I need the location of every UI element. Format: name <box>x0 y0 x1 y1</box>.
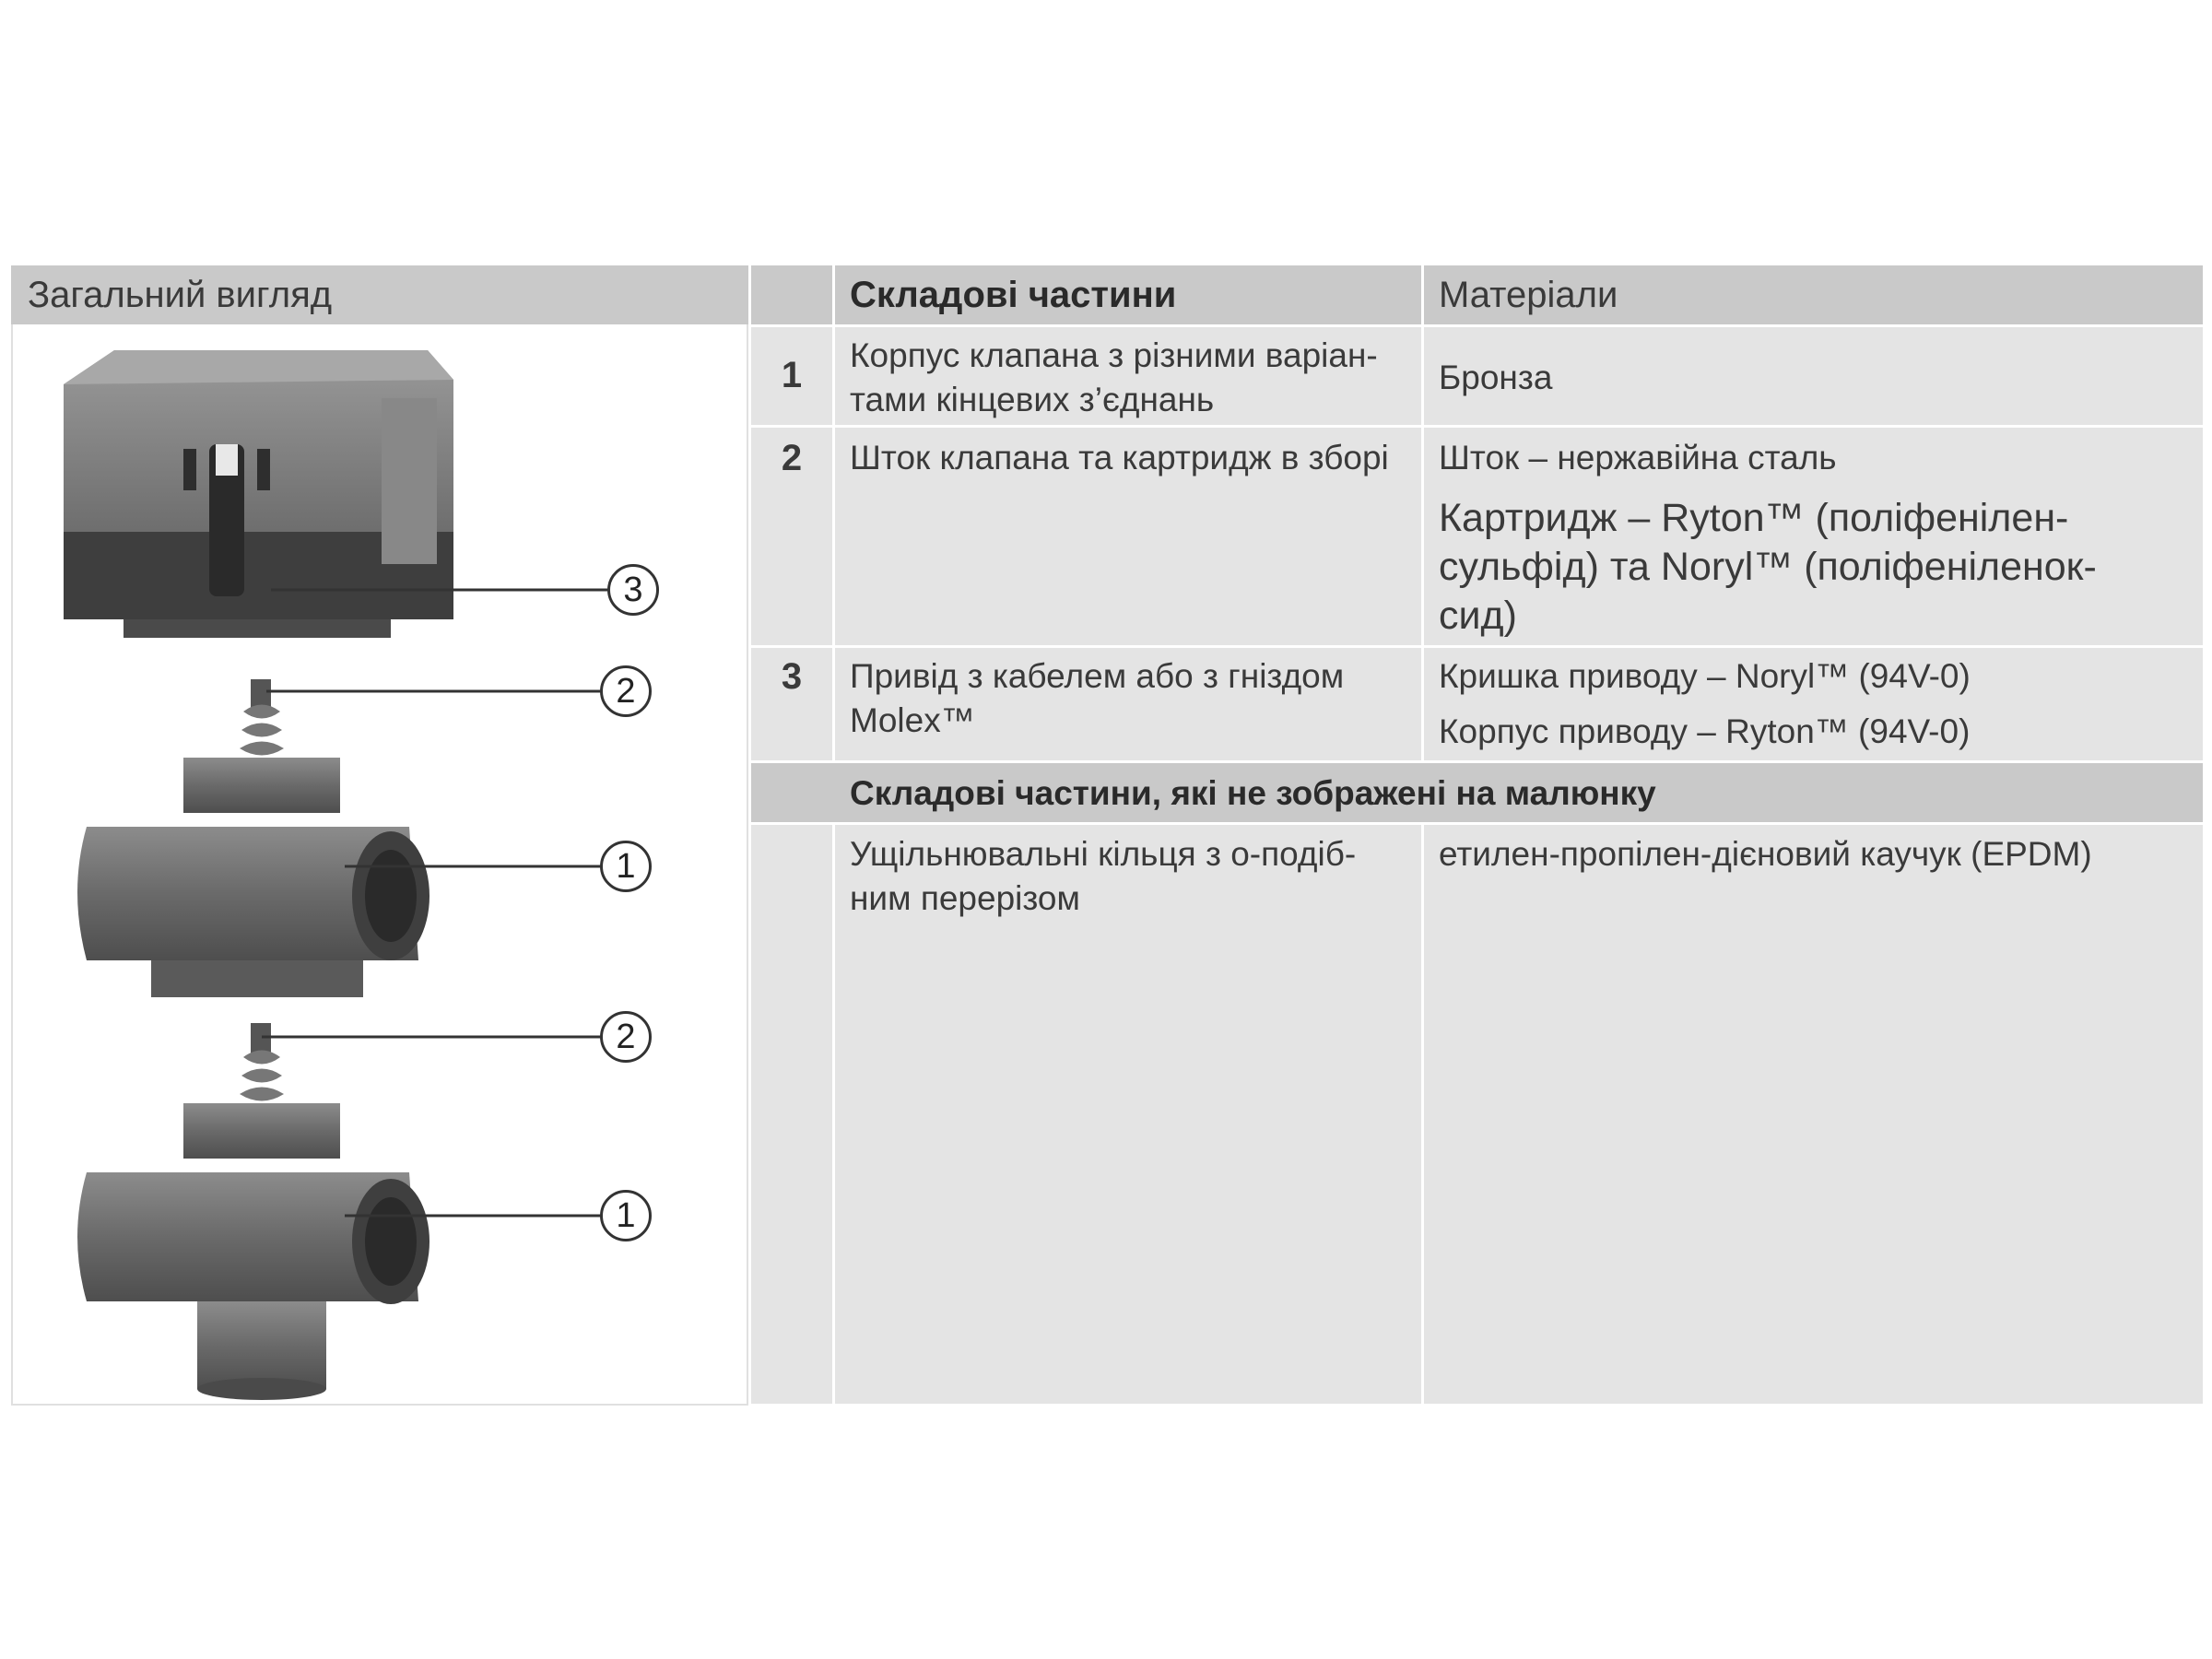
material-text: сид) <box>1439 594 1517 638</box>
part-text: Корпус клапана з різними варіан- <box>850 336 1378 374</box>
part-text: ним перерізом <box>850 879 1080 917</box>
part-text: тами кінцевих з’єднань <box>850 381 1215 418</box>
header-materials: Матеріали <box>1439 275 1618 315</box>
part-text: Шток клапана та картридж в зборі <box>850 439 1389 477</box>
two-way-valve-image <box>77 679 429 997</box>
part-text: Molex™ <box>850 701 975 739</box>
left-title: Загальний вигляд <box>28 275 333 315</box>
callout-3-actuator: 3 <box>607 564 659 616</box>
part-text: Ущільнювальні кільця з о-подіб- <box>850 835 1357 873</box>
material-text: Корпус приводу – Ryton™ (94V-0) <box>1439 712 1971 750</box>
callout-2-stem: 2 <box>600 1011 652 1063</box>
callout-1-body: 1 <box>600 1190 652 1241</box>
material-text: Кришка приводу – Noryl™ (94V-0) <box>1439 657 1971 695</box>
part-text: Привід з кабелем або з гніздом <box>850 657 1345 695</box>
header-parts: Складові частини <box>850 275 1177 315</box>
section-title: Складові частини, які не зображені на малюнку <box>850 774 1656 812</box>
row-number: 2 <box>781 438 803 478</box>
row-number: 1 <box>781 355 803 395</box>
material-text: етилен-пропілен-дієновий каучук (EPDM) <box>1439 835 2092 873</box>
header-num-cell <box>751 265 832 324</box>
material-text: Шток – нержавійна сталь <box>1439 439 1837 477</box>
material-text: Бронза <box>1439 359 1553 396</box>
callout-2-stem: 2 <box>600 665 652 717</box>
three-way-valve-image <box>77 1023 429 1400</box>
actuator-image <box>64 350 453 638</box>
callout-1-body: 1 <box>600 841 652 892</box>
table-row <box>751 825 832 1404</box>
material-text: сульфід) та Noryl™ (поліфеніленок- <box>1439 545 2097 589</box>
row-number: 3 <box>781 656 803 697</box>
material-text: Картридж – Ryton™ (поліфенілен- <box>1439 496 2069 540</box>
